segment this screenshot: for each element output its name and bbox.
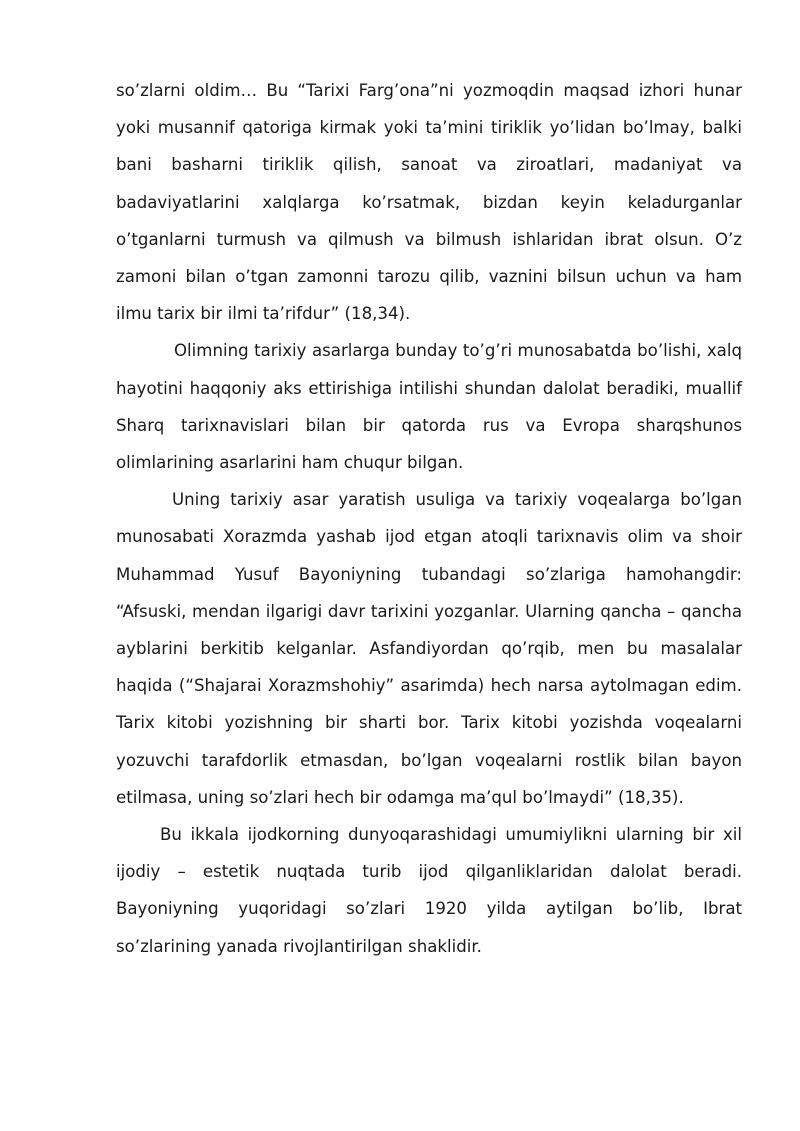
paragraph-1: so’zlarni oldim… Bu “Tarixi Farg’ona”ni yozmoqdin maqsad izhori hunar yoki musannif qatoriga kirmak yoki ta’mini tiriklik yo’lidan bo’lmay, balki bani basharni tiriklik qilish, sanoat va ziroatlari, madaniyat va badaviyatlarini xalqlarga ko’rsatmak, bizdan keyin keladurganlar o’tganlarni turmush va qilmush va bilmush ishlaridan ibrat olsun. O’z zamoni bilan o’tgan zamonni tarozu qilib, vaznini bilsun uchun va ham ilmu tarix bir ilmi ta’rifdur” (18,34). (116, 81, 742, 324)
paragraph-4: Bu ikkala ijodkorning dunyoqarashidagi umumiylikni ularning bir xil ijodiy – estetik nuqtada turib ijod qilganliklaridan dalolat beradi. Bayoniyning yuqoridagi so’zlari 1920 yilda aytilgan bo’lib, Ibrat so’zlarining yanada rivojlantirilgan shaklidir. (116, 825, 742, 956)
paragraph-2: Olimning tarixiy asarlarga bunday to’g’ri munosabatda bo’lishi, xalq hayotini haqqoniy aks ettirishiga intilishi shundan dalolat beradiki, muallif Sharq tarixnavislari bilan bir qatorda rus va Evropa sharqshunos olimlarining asarlarini ham chuqur bilgan. (116, 341, 742, 473)
paragraph-3: Uning tarixiy asar yaratish usuliga va tarixiy voqealarga bo’lgan munosabati Xorazmda yashab ijod etgan atoqli tarixnavis olim va shoir Muhammad Yusuf Bayoniyning tubandagi so’zlariga hamohangdir: “Afsuski, mendan ilgarigi davr tarixini yozganlar. Ularning qancha – qancha ayblarini berkitib kelganlar. Asfandiyordan qo’rqib, men bu masalalar haqida (“Shajarai Xorazmshohiy” asarimda) hech narsa aytolmagan edim. Tarix kitobi yozishning bir sharti bor. Tarix kitobi yozishda voqealarni yozuvchi tarafdorlik etmasdan, bo’lgan voqealarni rostlik bilan bayon etilmasa, uning so’zlari hech bir odamga ma’qul bo’lmaydi” (18,35). (116, 490, 742, 807)
body-text (116, 72, 742, 965)
